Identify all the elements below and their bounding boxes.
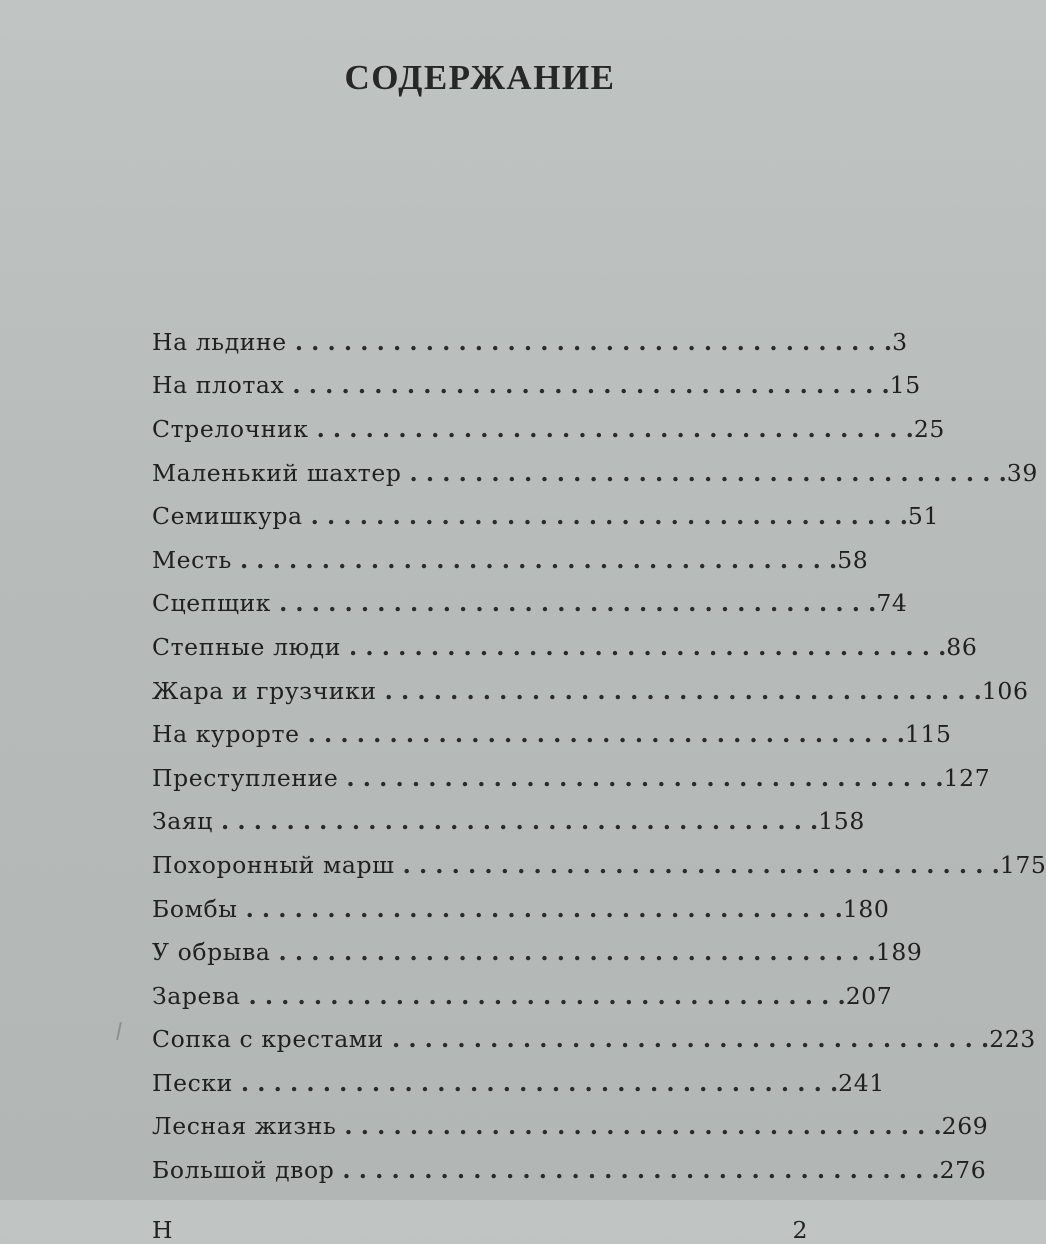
toc-row <box>152 756 991 800</box>
page-title: СОДЕРЖАНИЕ <box>344 58 616 97</box>
toc-page-number: 15 <box>889 371 921 400</box>
table-of-contents <box>152 320 1046 1244</box>
dot-leader: . . . . . . . . . . . . . . . . . . . . . . . . . . . . . . . . . . . . . <box>240 1068 839 1097</box>
toc-page-number: 180 <box>842 894 890 923</box>
dot-leader: . . . . . . . . . . . . . . . . . . . . . . . . . . . . . . . . . . . . . <box>409 458 1007 487</box>
toc-entry-title: Сопка с крестами <box>152 1025 384 1054</box>
dot-leader: . . . . . . . . . . . . . . . . . . . . . . . . . . . . . . . . . . . . . <box>245 894 843 923</box>
toc-row <box>152 538 869 582</box>
toc-row <box>152 974 893 1018</box>
toc-row <box>152 887 890 931</box>
toc-page-number: 2 <box>792 1215 808 1244</box>
toc-row <box>152 1018 1036 1062</box>
toc-row <box>152 843 1046 887</box>
toc-entry-title: На плотах <box>152 371 285 400</box>
toc-page-number: 115 <box>904 720 952 749</box>
toc-page-number: 3 <box>892 327 908 356</box>
dot-leader: . . . . . . . . . . . . . . . . . . . . . . . . . . . . . . . . . . . . . <box>402 850 1000 879</box>
toc-page-number: 207 <box>845 981 893 1010</box>
toc-page-number: 86 <box>946 632 978 661</box>
toc-page-number: 189 <box>875 938 923 967</box>
toc-page-number: 127 <box>943 763 991 792</box>
dot-leader: . . . . . . . . . . . . . . . . . . . . . . . . . . . . . . . . . . . . . <box>221 807 819 836</box>
toc-row <box>152 364 921 408</box>
toc-entry-title: Маленький шахтер <box>152 458 402 487</box>
toc-entry-title: Сцепщик <box>152 589 272 618</box>
toc-row <box>152 800 865 844</box>
toc-entry-title: На льдине <box>152 327 287 356</box>
toc-entry-title: У обрыва <box>152 938 271 967</box>
toc-row <box>152 625 978 669</box>
toc-entry-title: Степные люди <box>152 632 342 661</box>
toc-row-cut-off <box>152 1192 808 1244</box>
toc-entry-title: На курорте <box>152 720 300 749</box>
toc-row <box>152 582 908 626</box>
toc-entry-title: Большой двор <box>152 1156 335 1185</box>
toc-row <box>152 494 940 538</box>
toc-page-number: 158 <box>818 807 865 836</box>
toc-page-number: 175 <box>999 850 1046 879</box>
dot-leader: . . . . . . . . . . . . . . . . . . . . . . . . . . . . . . . . . . . . . <box>344 1112 942 1141</box>
toc-row <box>152 1148 987 1192</box>
toc-page-number: 276 <box>939 1156 987 1185</box>
toc-row <box>152 320 908 364</box>
toc-entry-title: Заяц <box>152 807 213 836</box>
toc-entry-title: Лесная жизнь <box>152 1112 337 1141</box>
toc-page-number: 241 <box>838 1068 885 1097</box>
toc-page-number: 269 <box>941 1112 989 1141</box>
toc-row <box>152 407 945 451</box>
toc-entry-title: Стрелочник <box>152 414 309 443</box>
dot-leader: . . . . . . . . . . . . . . . . . . . . . . . . . . . . . . . . . . . . . <box>278 938 876 967</box>
toc-entry-title: Бомбы <box>152 894 238 923</box>
dot-leader: . . . . . . . . . . . . . . . . . . . . . . . . . . . . . . . . . . . . . <box>342 1156 940 1185</box>
dot-leader: . . . . . . . . . . . . . . . . . . . . . . . . . . . . . . . . . . . . . <box>294 327 893 356</box>
toc-row <box>152 1105 989 1149</box>
paper-mark <box>116 1022 122 1040</box>
toc-entry-title: Жара и грузчики <box>152 676 377 705</box>
toc-row <box>152 451 1038 495</box>
toc-page-number: 58 <box>837 545 869 574</box>
toc-page-number: 39 <box>1006 458 1038 487</box>
toc-page-number: 106 <box>981 676 1029 705</box>
toc-entry-title: Зарева <box>152 981 241 1010</box>
toc-entry-title: Похоронный марш <box>152 850 395 879</box>
toc-entry-title: Семишкура <box>152 502 303 531</box>
dot-leader: . . . . . . . . . . . . . . . . . . . . . . . . . . . . . . . . . . . . . <box>346 763 944 792</box>
toc-entry-title: Месть <box>152 545 232 574</box>
dot-leader: . . . . . . . . . . . . . . . . . . . . . . . . . . . . . . . . . . . . . <box>349 632 947 661</box>
toc-entry-title: Н <box>152 1215 174 1244</box>
toc-entry-title: Пески <box>152 1068 233 1097</box>
dot-leader: . . . . . . . . . . . . . . . . . . . . . . . . . . . . . . . . . . . . . <box>384 676 982 705</box>
dot-leader: . . . . . . . . . . . . . . . . . . . . . . . . . . . . . . . . . . . . . <box>239 545 838 574</box>
dot-leader: . . . . . . . . . . . . . . . . . . . . . . . . . . . . . . . . . . . . . <box>316 414 914 443</box>
toc-page-number: 223 <box>989 1025 1036 1054</box>
toc-row <box>152 930 923 974</box>
toc-page-number: 74 <box>876 589 908 618</box>
toc-row <box>152 669 1029 713</box>
dot-leader: . . . . . . . . . . . . . . . . . . . . . . . . . . . . . . . . . . . . . <box>292 371 890 400</box>
toc-row <box>152 712 952 756</box>
dot-leader: . . . . . . . . . . . . . . . . . . . . . . . . . . . . . . . . . . . . . <box>310 502 908 531</box>
dot-leader: . . . . . . . . . . . . . . . . . . . . . . . . . . . . . . . . . . . . . <box>248 981 846 1010</box>
dot-leader: . . . . . . . . . . . . . . . . . . . . . . . . . . . . . . . . . . . . . <box>279 589 877 618</box>
toc-entry-title: Преступление <box>152 763 339 792</box>
dot-leader: . . . . . . . . . . . . . . . . . . . . . . . . . . . . . . . . . . . . . <box>391 1025 990 1054</box>
toc-row <box>152 1061 885 1105</box>
dot-leader: . . . . . . . . . . . . . . . . . . . . . . . . . . . . . . . . . . . . . <box>307 720 905 749</box>
toc-page-number: 51 <box>907 502 940 531</box>
toc-page-number: 25 <box>913 414 945 443</box>
